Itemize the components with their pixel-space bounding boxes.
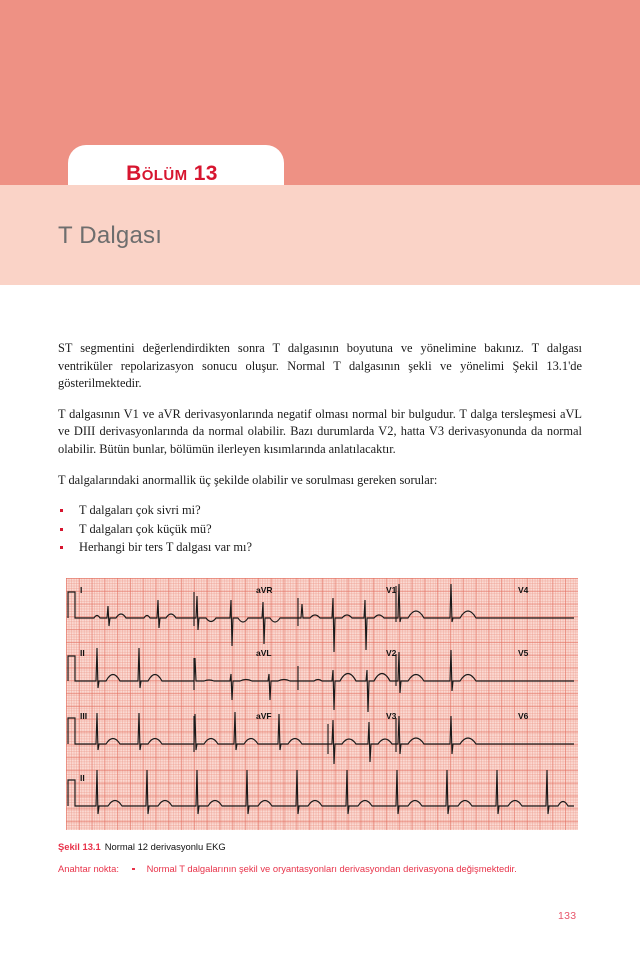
ecg-lead-label-aVF: aVF <box>256 711 272 721</box>
ecg-trace-row-1 <box>68 584 574 652</box>
ecg-traces <box>66 578 578 830</box>
ecg-lead-label-aVR: aVR <box>256 585 273 595</box>
bullet-square-icon <box>132 868 135 871</box>
ecg-trace-row-4-rhythm <box>68 770 574 814</box>
ecg-lead-label-V6: V6 <box>518 711 529 721</box>
page-title: T Dalgası <box>58 222 163 249</box>
figure-caption <box>58 840 226 853</box>
question-bullet-list <box>58 501 582 557</box>
bullet-square-icon <box>60 546 63 549</box>
bullet-square-icon <box>60 528 63 531</box>
list-item-label: Herhangi bir ters T dalgası var mı? <box>79 540 252 555</box>
ecg-lead-label-V5: V5 <box>518 648 529 658</box>
ecg-figure <box>66 578 578 830</box>
list-item-label: T dalgaları çok küçük mü? <box>79 521 212 536</box>
paragraph-1: ST segmentini değerlendirdikten sonra T dalgasının boyutuna ve yönelimine bakınız. T dalgası ventriküler repolarizasyon sonucu oluşur. Normal T dalgasının şekli ve yönelimi Şekil 13.1'de gösterilmektedir. <box>58 341 582 391</box>
list-item-label: T dalgaları çok sivri mi? <box>79 503 201 518</box>
key-point-label: Anahtar nokta: <box>58 863 119 874</box>
ecg-trace-row-2 <box>68 648 574 712</box>
key-point-line <box>58 862 517 875</box>
ecg-lead-label-I: I <box>80 585 83 595</box>
ecg-lead-label-rhythm-II: II <box>80 773 85 783</box>
ecg-lead-label-aVL: aVL <box>256 648 272 658</box>
list-item <box>58 501 582 520</box>
ecg-trace-row-3 <box>68 712 574 764</box>
ecg-lead-label-III: III <box>80 711 88 721</box>
chapter-tab-label: Bölüm 13 <box>126 162 218 185</box>
ecg-lead-label-V4: V4 <box>518 585 529 595</box>
ecg-lead-label-V2: V2 <box>386 648 397 658</box>
list-item <box>58 520 582 539</box>
body-content <box>58 340 582 557</box>
paragraph-2: T dalgasının V1 ve aVR derivasyonlarında negatif olması normal bir bulgudur. T dalga tersleşmesi aVL ve DIII derivasyonlarında da normal olabilir. Bazı durumlarda V2, hatta V3 derivasyonunda da normal olabilir. Bütün bunlar, bölümün ilerleyen kısımlarında anlatılacaktır. <box>58 406 582 456</box>
paragraph-3: T dalgalarındaki anormallik üç şekilde olabilir ve sorulması gereken sorular: <box>58 472 438 487</box>
ecg-lead-label-II: II <box>80 648 85 658</box>
bullet-square-icon <box>60 509 63 512</box>
figure-caption-ref: Şekil 13.1 <box>58 841 101 852</box>
key-point-text: Normal T dalgalarının şekil ve oryantasyonları derivasyondan derivasyona değişmektedir. <box>146 863 517 874</box>
chapter-tab <box>68 145 284 185</box>
ecg-lead-label-V1: V1 <box>386 585 397 595</box>
list-item <box>58 538 582 557</box>
page-number: 133 <box>558 910 577 922</box>
figure-caption-text: Normal 12 derivasyonlu EKG <box>104 841 226 852</box>
ecg-lead-label-V3: V3 <box>386 711 397 721</box>
